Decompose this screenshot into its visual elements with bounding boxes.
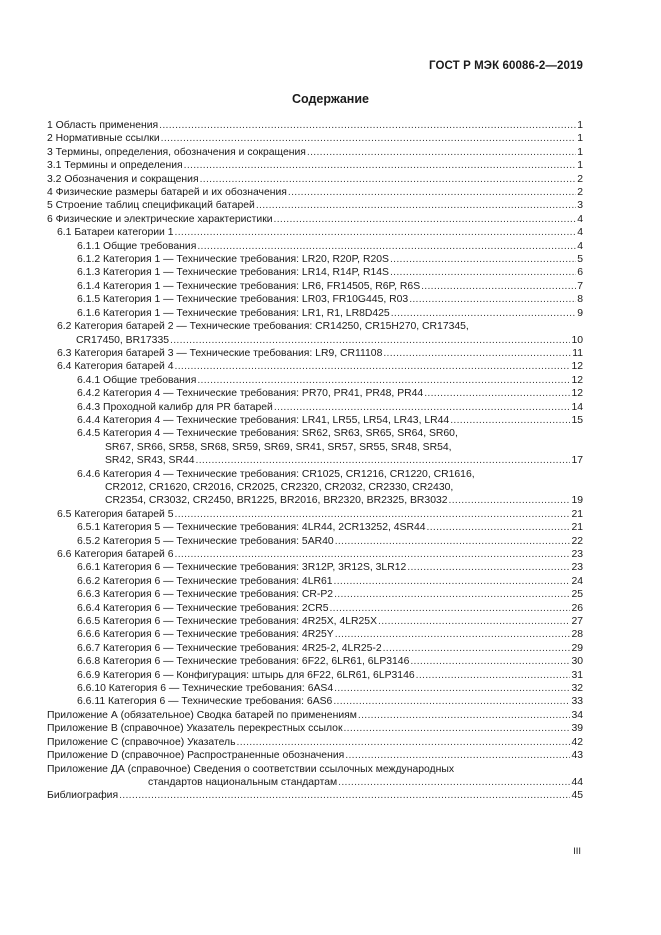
dot-leader — [344, 722, 571, 735]
dot-leader — [159, 119, 576, 132]
toc-entry-title: 6.5 Категория батарей 5 — [57, 508, 174, 520]
toc-entry-title: 6.3 Категория батарей 3 — Технические требования: LR9, CR11108 — [57, 347, 383, 359]
toc-entry-title: 6.1.6 Категория 1 — Технические требования: LR1, R1, LR8D425 — [77, 307, 390, 319]
toc-entry-title: 6.1.5 Категория 1 — Технические требования: LR03, FR10G445, R03 — [77, 294, 409, 306]
toc-page-number: 11 — [572, 347, 583, 359]
toc-entry[interactable] — [47, 736, 583, 749]
toc-entry-title: 6.6.4 Категория 6 — Технические требования: 2CR5 — [77, 602, 329, 614]
toc-entry[interactable] — [47, 414, 583, 427]
dot-leader — [335, 535, 571, 548]
dot-leader — [197, 374, 570, 387]
toc-entry[interactable] — [47, 468, 583, 508]
toc-page-number: 15 — [571, 414, 583, 426]
toc-page-number: 29 — [571, 642, 583, 654]
toc-entry-title: 6.6.1 Категория 6 — Технические требования: 3R12P, 3R12S, 3LR12 — [77, 562, 407, 574]
toc-entry-title: Приложение С (справочное) Указатель — [47, 736, 236, 748]
dot-leader — [358, 709, 571, 722]
dot-leader — [345, 749, 570, 762]
toc-entry-title: 6.6 Категория батарей 6 — [57, 549, 174, 560]
dot-leader — [237, 736, 571, 749]
toc-page-number: 43 — [571, 750, 583, 762]
toc-entry-title: 6.6.6 Категория 6 — Технические требования: 4R25Y — [77, 629, 334, 641]
toc-page-number: 34 — [571, 709, 583, 721]
toc-entry[interactable] — [47, 173, 583, 186]
dot-leader — [334, 575, 571, 588]
dot-leader — [409, 293, 576, 306]
dot-leader — [424, 387, 570, 400]
dot-leader — [329, 602, 570, 615]
toc-entry-title: 6.4.4 Категория 4 — Технические требования: LR41, LR55, LR54, LR43, LR44 — [77, 414, 450, 426]
toc-page-number: 22 — [571, 535, 583, 547]
toc-entry-title: SR67, SR66, SR58, SR68, SR59, SR69, SR41, SR57, SR55, SR48, SR54, — [105, 441, 452, 453]
toc-entry[interactable] — [47, 682, 583, 695]
toc-entry[interactable] — [47, 387, 583, 400]
dot-leader — [175, 226, 577, 239]
toc-entry[interactable] — [47, 213, 583, 226]
dot-leader — [383, 347, 571, 360]
toc-entry-title: 6 Физические и электрические характеристики — [47, 213, 273, 225]
toc-entry-title: 6.1.1 Общие требования — [77, 240, 197, 252]
toc-entry[interactable] — [47, 655, 583, 668]
toc-page-number: 23 — [571, 549, 583, 560]
toc-entry-title: 6.6.5 Категория 6 — Технические требования: 4R25X, 4LR25X — [77, 616, 378, 628]
toc-entry-title: 6.1.2 Категория 1 — Технические требования: LR20, R20P, R20S — [77, 254, 389, 266]
toc-entry[interactable] — [47, 186, 583, 199]
toc-page-number: 4 — [577, 240, 583, 252]
dot-leader — [334, 588, 570, 601]
toc-entry-title: 6.2 Категория батарей 2 — Технические требования: CR14250, CR15H270, CR17345, — [57, 321, 469, 333]
toc-page-number: 17 — [571, 455, 583, 467]
toc-entry-title: 4 Физические размеры батарей и их обозначения — [47, 187, 287, 199]
toc-page-number: 8 — [577, 294, 583, 306]
toc-page-number: 23 — [571, 562, 583, 574]
dot-leader — [378, 615, 570, 628]
dot-leader — [333, 695, 570, 708]
dot-leader — [421, 280, 576, 293]
toc-entry[interactable] — [47, 427, 583, 467]
toc-entry[interactable] — [47, 374, 583, 387]
toc-entry[interactable] — [47, 669, 583, 682]
dot-leader — [390, 253, 576, 266]
dot-leader — [175, 360, 571, 373]
toc-entry[interactable] — [47, 360, 583, 373]
toc-page-number: 27 — [571, 616, 583, 628]
toc-page-number: 3 — [577, 200, 583, 212]
toc-entry-title: CR2012, CR1620, CR2016, CR2025, CR2320, CR2032, CR2330, CR2430, — [105, 481, 454, 493]
toc-page-number: 1 — [577, 120, 583, 131]
dot-leader — [407, 561, 570, 574]
toc-entry[interactable] — [47, 159, 583, 172]
dot-leader — [391, 307, 577, 320]
toc-entry-title: Приложение ДА (справочное) Сведения о соответствии ссылочных международных — [47, 763, 455, 775]
toc-entry[interactable] — [47, 266, 583, 279]
toc-page-number: 31 — [571, 669, 583, 681]
toc-page-number: 12 — [571, 374, 583, 386]
toc-entry[interactable] — [47, 280, 583, 293]
toc-page-number: 2 — [577, 187, 583, 199]
toc-entry[interactable] — [47, 561, 583, 574]
toc-entry-title: 6.5.1 Категория 5 — Технические требования: 4LR44, 2CR13252, 4SR44 — [77, 522, 426, 534]
toc-page-number: 4 — [577, 227, 583, 239]
toc-entry-title: 3.2 Обозначения и сокращения — [47, 173, 199, 185]
toc-entry[interactable] — [47, 602, 583, 615]
toc-entry[interactable] — [47, 508, 583, 521]
toc-page-number: 12 — [571, 361, 583, 373]
toc-entry-title: 6.1.3 Категория 1 — Технические требования: LR14, R14P, R14S — [77, 267, 389, 279]
dot-leader — [338, 776, 570, 789]
toc-page-number: 45 — [571, 790, 583, 802]
toc-entry[interactable] — [47, 199, 583, 212]
toc-entry-title: 6.6.10 Категория 6 — Технические требования: 6AS4 — [77, 683, 334, 695]
toc-entry-title: Приложение D (справочное) Распространенные обозначения — [47, 750, 345, 762]
toc-page-number: 2 — [577, 173, 583, 185]
toc-entry-title: 6.5.2 Категория 5 — Технические требования: 5AR40 — [77, 535, 334, 547]
dot-leader — [450, 414, 570, 427]
dot-leader — [175, 548, 571, 561]
toc-entry[interactable] — [47, 521, 583, 534]
toc-entry-title: 6.4.2 Категория 4 — Технические требования: PR70, PR41, PR48, PR44 — [77, 388, 424, 400]
document-header: ГОСТ Р МЭК 60086-2—2019 — [429, 60, 583, 72]
toc-page-number: 44 — [571, 776, 583, 788]
dot-leader — [307, 146, 576, 159]
toc-entry-title: 6.6.7 Категория 6 — Технические требования: 4R25-2, 4LR25-2 — [77, 642, 382, 654]
toc-page-number: 19 — [571, 495, 583, 507]
toc-entry-title: 6.4 Категория батарей 4 — [57, 361, 174, 373]
toc-entry[interactable] — [47, 642, 583, 655]
toc-entry-title: 2 Нормативные ссылки — [47, 133, 160, 145]
toc-entry-title: 3 Термины, определения, обозначения и сокращения — [47, 146, 306, 158]
toc-entry[interactable] — [47, 293, 583, 306]
toc-page-number: 21 — [571, 508, 583, 520]
dot-leader — [274, 213, 577, 226]
toc-entry-title: 6.6.9 Категория 6 — Конфигурация: штырь для 6F22, 6LR61, 6LP3146 — [77, 669, 415, 681]
dot-leader — [119, 789, 570, 802]
toc-page-number: 32 — [571, 683, 583, 695]
toc-page-number: 10 — [571, 334, 583, 346]
toc-page-number: 1 — [577, 160, 583, 172]
toc-entry-title: 6.6.2 Категория 6 — Технические требования: 4LR61 — [77, 575, 333, 587]
dot-leader — [416, 669, 571, 682]
toc-entry[interactable] — [47, 763, 583, 790]
dot-leader — [200, 173, 577, 186]
toc-entry-title: 6.6.8 Категория 6 — Технические требования: 6F22, 6LR61, 6LP3146 — [77, 656, 410, 668]
toc-entry-title: 6.1.4 Категория 1 — Технические требования: LR6, FR14505, R6P, R6S — [77, 280, 421, 292]
toc-entry-title: 6.6.3 Категория 6 — Технические требования: CR-P2 — [77, 589, 334, 601]
dot-leader — [449, 494, 571, 507]
toc-entry-title: 6.4.1 Общие требования — [77, 374, 197, 386]
toc-entry[interactable] — [47, 548, 583, 561]
dot-leader — [390, 266, 576, 279]
toc-entry[interactable] — [47, 132, 583, 145]
toc-entry[interactable] — [47, 347, 583, 360]
toc-entry-title: CR17450, BR17335 — [76, 334, 170, 346]
dot-leader — [335, 628, 571, 641]
dot-leader — [383, 642, 571, 655]
toc-entry[interactable] — [47, 119, 583, 132]
toc-entry-title: 6.4.3 Проходной калибр для PR батарей — [77, 401, 273, 413]
toc-entry-title: CR2354, CR3032, CR2450, BR1225, BR2016, BR2320, BR2325, BR3032 — [105, 495, 448, 507]
toc-entry-title: 5 Строение таблиц спецификаций батарей — [47, 200, 255, 212]
toc-entry[interactable] — [47, 789, 583, 802]
toc-entry-title: Приложение В (справочное) Указатель перекрестных ссылок — [47, 723, 343, 735]
table-of-contents — [47, 119, 583, 803]
toc-entry[interactable] — [47, 535, 583, 548]
dot-leader — [170, 334, 570, 347]
toc-page-number: 25 — [571, 589, 583, 601]
toc-page-number: 7 — [577, 280, 583, 292]
toc-entry-title: 1 Область применения — [47, 120, 159, 131]
dot-leader — [175, 508, 571, 521]
page-title: Содержание — [291, 92, 369, 106]
toc-entry-title: 3.1 Термины и определения — [47, 160, 183, 172]
toc-entry[interactable] — [47, 588, 583, 601]
toc-page-number: 5 — [577, 254, 583, 266]
toc-page-number: 12 — [571, 388, 583, 400]
toc-entry[interactable] — [47, 401, 583, 414]
toc-entry[interactable] — [47, 749, 583, 762]
dot-leader — [427, 521, 571, 534]
toc-page-number: 33 — [571, 696, 583, 708]
toc-entry[interactable] — [47, 709, 583, 722]
dot-leader — [256, 199, 576, 212]
toc-page-number: 30 — [571, 656, 583, 668]
dot-leader — [161, 132, 577, 145]
toc-entry[interactable] — [47, 615, 583, 628]
toc-entry[interactable] — [47, 722, 583, 735]
toc-page-number: 21 — [571, 522, 583, 534]
toc-page-number: 39 — [571, 723, 583, 735]
page-number: III — [573, 846, 581, 857]
dot-leader — [274, 401, 571, 414]
toc-entry[interactable] — [47, 307, 583, 320]
dot-leader — [184, 159, 577, 172]
toc-entry-title: SR42, SR43, SR44 — [105, 455, 195, 467]
toc-page-number: 14 — [571, 401, 583, 413]
toc-entry[interactable] — [47, 146, 583, 159]
toc-entry-title: стандартов национальным стандартам — [148, 776, 338, 788]
toc-entry[interactable] — [47, 240, 583, 253]
toc-page-number: 1 — [577, 146, 583, 158]
toc-entry-title: 6.4.6 Категория 4 — Технические требования: CR1025, CR1216, CR1220, CR1616, — [77, 468, 475, 480]
toc-entry-title: 6.6.11 Категория 6 — Технические требования: 6AS6 — [77, 696, 333, 708]
toc-page-number: 24 — [571, 575, 583, 587]
toc-page-number: 4 — [577, 213, 583, 225]
toc-entry[interactable] — [47, 226, 583, 239]
toc-page-number: 28 — [571, 629, 583, 641]
toc-entry[interactable] — [47, 628, 583, 641]
toc-entry-title: Библиография — [47, 790, 119, 802]
toc-page-number: 42 — [571, 736, 583, 748]
toc-page-number: 9 — [577, 307, 583, 319]
toc-entry-title: Приложение А (обязательное) Сводка батарей по применениям — [47, 709, 357, 721]
toc-entry-title: 6.4.5 Категория 4 — Технические требования: SR62, SR63, SR65, SR64, SR60, — [77, 428, 458, 440]
toc-page-number: 1 — [577, 133, 583, 145]
toc-page-number: 26 — [571, 602, 583, 614]
toc-page-number: 6 — [577, 267, 583, 279]
dot-leader — [288, 186, 576, 199]
toc-entry[interactable] — [47, 575, 583, 588]
dot-leader — [196, 454, 571, 467]
toc-entry[interactable] — [47, 320, 583, 347]
toc-entry[interactable] — [47, 695, 583, 708]
toc-entry-title: 6.1 Батареи категории 1 — [57, 227, 174, 239]
dot-leader — [197, 240, 576, 253]
toc-entry[interactable] — [47, 253, 583, 266]
dot-leader — [410, 655, 570, 668]
dot-leader — [334, 682, 570, 695]
